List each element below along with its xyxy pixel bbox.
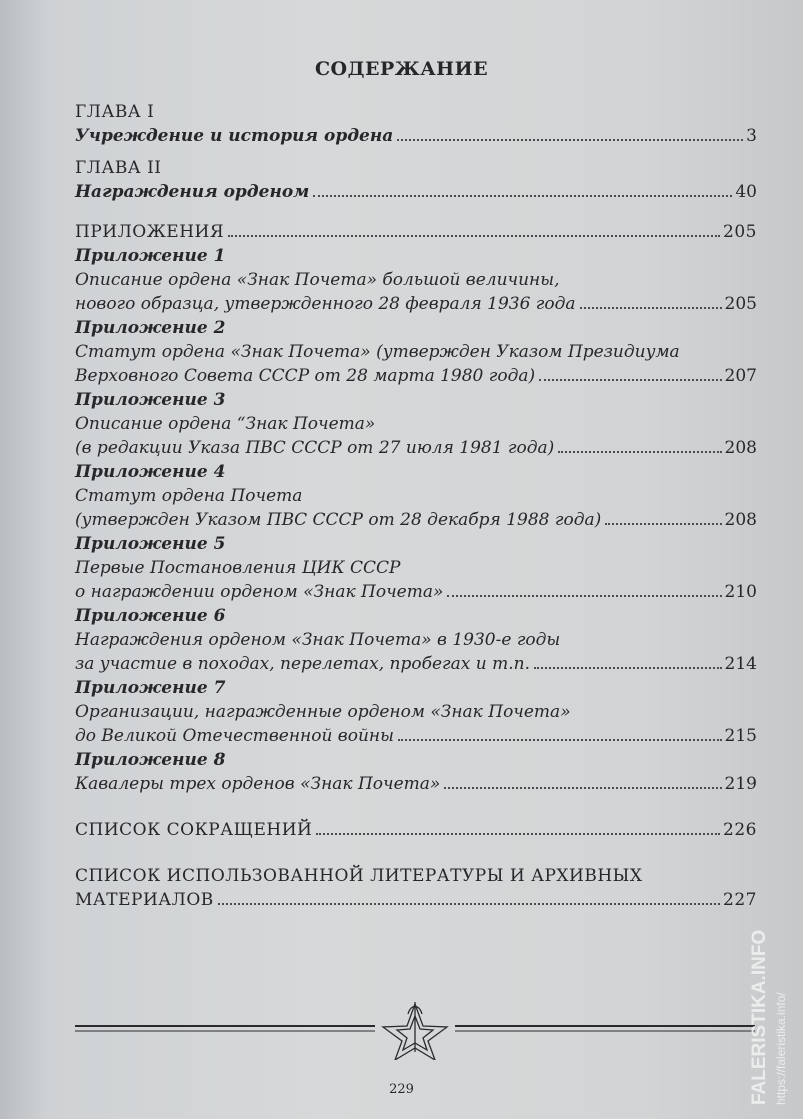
watermark-url: https://faleristika.info/	[774, 992, 788, 1105]
appendix-7-page: 215	[724, 726, 757, 746]
dot-leader	[444, 787, 721, 789]
literature-title-line-1: СПИСОК ИСПОЛЬЗОВАННОЙ ЛИТЕРАТУРЫ И АРХИВНЫХ	[75, 866, 643, 886]
appendix-2-label: Приложение 2	[75, 318, 226, 338]
appendix-7-line: Организации, награжденные орденом «Знак Почета»	[75, 702, 571, 722]
dot-leader	[447, 595, 721, 597]
chapter-2-page: 40	[735, 182, 757, 202]
dot-leader	[534, 667, 722, 669]
appendix-3-last-line: (в редакции Указа ПВС СССР от 27 июля 1981 года)	[75, 438, 555, 458]
toc-entry-appendix-3[interactable]	[75, 436, 757, 460]
chapter-1-page: 3	[746, 126, 757, 146]
appendix-3-label: Приложение 3	[75, 390, 226, 410]
appendices-page: 205	[723, 222, 757, 242]
appendix-4-page: 208	[724, 510, 757, 530]
appendices-title: ПРИЛОЖЕНИЯ	[75, 222, 225, 242]
appendix-6-label: Приложение 6	[75, 606, 226, 626]
appendix-5-last-line: о награждении орденом «Знак Почета»	[75, 582, 444, 602]
appendix-7-label: Приложение 7	[75, 678, 226, 698]
abbreviations-title: СПИСОК СОКРАЩЕНИЙ	[75, 820, 313, 840]
table-of-contents	[75, 100, 757, 912]
toc-entry-appendix-8[interactable]	[75, 772, 757, 796]
appendix-1-label: Приложение 1	[75, 246, 226, 266]
appendix-4-label: Приложение 4	[75, 462, 226, 482]
appendix-2-line: Статут ордена «Знак Почета» (утвержден Указом Президиума	[75, 342, 680, 362]
order-emblem-ornament	[75, 1000, 755, 1060]
dot-leader	[397, 139, 743, 141]
dot-leader	[580, 307, 722, 309]
dot-leader	[398, 739, 722, 741]
appendix-6-line: Награждения орденом «Знак Почета» в 1930-е годы	[75, 630, 561, 650]
dot-leader	[228, 235, 720, 237]
appendix-3-line: Описание ордена “Знак Почета»	[75, 414, 376, 434]
appendix-8-last-line: Кавалеры трех орденов «Знак Почета»	[75, 774, 441, 794]
page-number: 229	[389, 1082, 414, 1097]
appendix-4-last-line: (утвержден Указом ПВС СССР от 28 декабря 1988 года)	[75, 510, 602, 530]
toc-entry-appendix-5[interactable]	[75, 580, 757, 604]
toc-entry-appendix-4[interactable]	[75, 508, 757, 532]
chapter-1-title: Учреждение и история ордена	[75, 126, 394, 146]
dot-leader	[558, 451, 721, 453]
toc-entry-appendix-7[interactable]	[75, 724, 757, 748]
toc-entry-chapter-1[interactable]	[75, 124, 757, 148]
appendix-1-line: Описание ордена «Знак Почета» большой величины,	[75, 270, 560, 290]
appendix-8-label: Приложение 8	[75, 750, 226, 770]
appendix-3-page: 208	[724, 438, 757, 458]
appendix-2-page: 207	[724, 366, 757, 386]
appendix-2-last-line: Верховного Совета СССР от 28 марта 1980 года)	[75, 366, 536, 386]
appendix-4-line: Статут ордена Почета	[75, 486, 303, 506]
appendix-6-last-line: за участие в походах, перелетах, пробегах и т.п.	[75, 654, 530, 674]
dot-leader	[218, 903, 720, 905]
toc-entry-appendix-6[interactable]	[75, 652, 757, 676]
toc-entry-abbreviations[interactable]	[75, 818, 757, 842]
literature-page: 227	[723, 890, 757, 910]
appendix-1-last-line: нового образца, утвержденного 28 февраля 1936 года	[75, 294, 576, 314]
appendix-5-label: Приложение 5	[75, 534, 226, 554]
toc-entry-appendix-1[interactable]	[75, 292, 757, 316]
appendix-5-page: 210	[724, 582, 757, 602]
appendix-8-page: 219	[724, 774, 757, 794]
toc-entry-appendices[interactable]	[75, 220, 757, 244]
dot-leader	[539, 379, 721, 381]
appendix-5-line: Первые Постановления ЦИК СССР	[75, 558, 401, 578]
toc-entry-chapter-2[interactable]	[75, 180, 757, 204]
appendix-1-page: 205	[724, 294, 757, 314]
chapter-2-title: Награждения орденом	[75, 182, 310, 202]
star-icon	[383, 1002, 447, 1060]
dot-leader	[316, 833, 720, 835]
page-title: СОДЕРЖАНИЕ	[314, 58, 489, 80]
abbreviations-page: 226	[723, 820, 757, 840]
literature-title-line-2: МАТЕРИАЛОВ	[75, 890, 214, 910]
toc-entry-literature[interactable]	[75, 888, 757, 912]
dot-leader	[605, 523, 721, 525]
watermark-brand: FALERISTIKA.INFO	[749, 929, 770, 1105]
chapter-1-heading: ГЛАВА I	[75, 102, 155, 122]
watermark	[735, 905, 795, 1105]
toc-entry-appendix-2[interactable]	[75, 364, 757, 388]
appendix-6-page: 214	[724, 654, 757, 674]
chapter-2-heading: ГЛАВА II	[75, 158, 162, 178]
dot-leader	[313, 195, 732, 197]
appendix-7-last-line: до Великой Отечественной войны	[75, 726, 394, 746]
